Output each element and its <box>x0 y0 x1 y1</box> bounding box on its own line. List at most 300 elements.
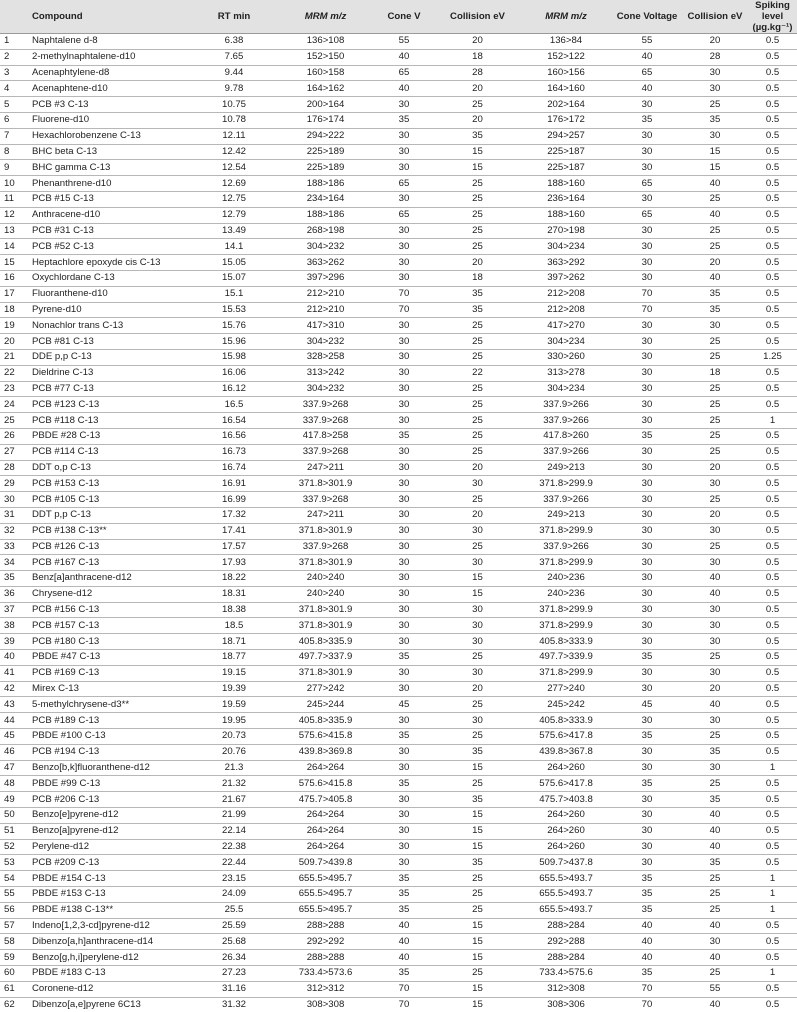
collision-2: 40 <box>682 918 748 934</box>
mrm-2: 655.5>493.7 <box>520 871 612 887</box>
rt-min: 15.53 <box>190 302 278 318</box>
spiking-level: 0.5 <box>748 492 797 508</box>
spiking-level: 0.5 <box>748 270 797 286</box>
mrm-1: 337.9>268 <box>278 413 373 429</box>
table-row <box>0 618 797 634</box>
rt-min: 31.16 <box>190 981 278 997</box>
row-number: 6 <box>0 112 30 128</box>
compound-name: PCB #153 C-13 <box>30 476 190 492</box>
row-number: 43 <box>0 697 30 713</box>
spiking-level: 0.5 <box>748 539 797 555</box>
cone-voltage: 35 <box>612 966 682 982</box>
row-number: 19 <box>0 318 30 334</box>
table-row <box>0 586 797 602</box>
cone-v: 30 <box>373 539 435 555</box>
cone-voltage: 30 <box>612 571 682 587</box>
collision-1: 15 <box>435 760 520 776</box>
table-row <box>0 918 797 934</box>
cone-v: 30 <box>373 713 435 729</box>
mrm-2: 313>278 <box>520 365 612 381</box>
mrm-1: 417.8>258 <box>278 428 373 444</box>
collision-1: 25 <box>435 191 520 207</box>
rt-min: 18.77 <box>190 650 278 666</box>
collision-1: 25 <box>435 492 520 508</box>
compound-name: DDT o,p C-13 <box>30 460 190 476</box>
compound-name: 5-methylchrysene-d3** <box>30 697 190 713</box>
table-row <box>0 81 797 97</box>
compound-name: PCB #206 C-13 <box>30 792 190 808</box>
collision-2: 35 <box>682 855 748 871</box>
mrm-2: 363>292 <box>520 255 612 271</box>
rt-min: 16.06 <box>190 365 278 381</box>
compound-name: Perylene-d12 <box>30 839 190 855</box>
mrm-1: 264>264 <box>278 823 373 839</box>
spiking-level: 0.5 <box>748 697 797 713</box>
row-number: 4 <box>0 81 30 97</box>
collision-2: 40 <box>682 586 748 602</box>
spiking-level: 1 <box>748 413 797 429</box>
compound-name: Benzo[a]pyrene-d12 <box>30 823 190 839</box>
collision-2: 25 <box>682 381 748 397</box>
collision-2: 30 <box>682 555 748 571</box>
collision-1: 25 <box>435 207 520 223</box>
mrm-2: 371.8>299.9 <box>520 618 612 634</box>
spiking-level: 0.5 <box>748 665 797 681</box>
row-number: 28 <box>0 460 30 476</box>
rt-min: 22.44 <box>190 855 278 871</box>
mrm-1: 294>222 <box>278 128 373 144</box>
mrm-2: 212>208 <box>520 286 612 302</box>
spiking-level: 0.5 <box>748 176 797 192</box>
mrm-2: 264>260 <box>520 823 612 839</box>
collision-2: 35 <box>682 112 748 128</box>
spiking-level: 0.5 <box>748 34 797 50</box>
cone-v: 30 <box>373 270 435 286</box>
cone-voltage: 30 <box>612 97 682 113</box>
rt-min: 12.42 <box>190 144 278 160</box>
table-row <box>0 207 797 223</box>
row-number: 47 <box>0 760 30 776</box>
mrm-2: 371.8>299.9 <box>520 523 612 539</box>
cone-voltage: 30 <box>612 476 682 492</box>
row-number: 21 <box>0 349 30 365</box>
collision-2: 25 <box>682 428 748 444</box>
mrm-1: 439.8>369.8 <box>278 744 373 760</box>
compound-name: Acenaphtene-d10 <box>30 81 190 97</box>
collision-1: 15 <box>435 160 520 176</box>
mrm-1: 405.8>335.9 <box>278 634 373 650</box>
table-row <box>0 381 797 397</box>
mrm-1: 212>210 <box>278 286 373 302</box>
mrm-1: 313>242 <box>278 365 373 381</box>
mrm-1: 371.8>301.9 <box>278 523 373 539</box>
mrm-2: 202>164 <box>520 97 612 113</box>
mrm-1: 655.5>495.7 <box>278 887 373 903</box>
collision-2: 40 <box>682 207 748 223</box>
collision-2: 25 <box>682 334 748 350</box>
rt-min: 16.73 <box>190 444 278 460</box>
collision-1: 20 <box>435 34 520 50</box>
table-row <box>0 239 797 255</box>
mrm-1: 288>288 <box>278 950 373 966</box>
row-number: 36 <box>0 586 30 602</box>
collision-2: 20 <box>682 34 748 50</box>
row-number: 54 <box>0 871 30 887</box>
cone-voltage: 70 <box>612 997 682 1012</box>
table-body <box>0 34 797 1012</box>
collision-2: 30 <box>682 760 748 776</box>
cone-voltage: 40 <box>612 950 682 966</box>
mrm-1: 264>264 <box>278 808 373 824</box>
mrm-1: 164>162 <box>278 81 373 97</box>
collision-1: 25 <box>435 97 520 113</box>
mrm-2: 188>160 <box>520 207 612 223</box>
row-number: 24 <box>0 397 30 413</box>
mrm-2: 249>213 <box>520 507 612 523</box>
cone-voltage: 30 <box>612 334 682 350</box>
collision-1: 25 <box>435 966 520 982</box>
rt-min: 22.14 <box>190 823 278 839</box>
spiking-level: 1 <box>748 871 797 887</box>
header-row <box>0 0 797 34</box>
rt-min: 17.41 <box>190 523 278 539</box>
spiking-level: 0.5 <box>748 49 797 65</box>
cone-voltage: 30 <box>612 792 682 808</box>
mrm-2: 292>288 <box>520 934 612 950</box>
header-mrm-1: MRM m/z <box>278 0 373 34</box>
rt-min: 6.38 <box>190 34 278 50</box>
row-number: 62 <box>0 997 30 1012</box>
cone-voltage: 30 <box>612 223 682 239</box>
row-number: 53 <box>0 855 30 871</box>
header-spiking-level: Spiking level (µg.kg⁻¹) <box>748 0 797 34</box>
mrm-1: 200>164 <box>278 97 373 113</box>
table-row <box>0 223 797 239</box>
table-row <box>0 823 797 839</box>
cone-v: 70 <box>373 997 435 1012</box>
row-number: 51 <box>0 823 30 839</box>
collision-2: 25 <box>682 413 748 429</box>
mrm-2: 308>306 <box>520 997 612 1012</box>
compound-name: Phenanthrene-d10 <box>30 176 190 192</box>
cone-voltage: 65 <box>612 65 682 81</box>
rt-min: 15.1 <box>190 286 278 302</box>
collision-2: 30 <box>682 934 748 950</box>
cone-voltage: 30 <box>612 823 682 839</box>
compound-name: PCB #167 C-13 <box>30 555 190 571</box>
cone-v: 35 <box>373 428 435 444</box>
collision-1: 25 <box>435 697 520 713</box>
collision-1: 28 <box>435 65 520 81</box>
collision-2: 35 <box>682 744 748 760</box>
mrm-1: 733.4>573.6 <box>278 966 373 982</box>
collision-1: 35 <box>435 286 520 302</box>
table-row <box>0 555 797 571</box>
mrm-1: 328>258 <box>278 349 373 365</box>
cone-voltage: 40 <box>612 49 682 65</box>
mrm-1: 292>292 <box>278 934 373 950</box>
rt-min: 18.71 <box>190 634 278 650</box>
compound-name: PCB #123 C-13 <box>30 397 190 413</box>
cone-voltage: 30 <box>612 634 682 650</box>
cone-voltage: 40 <box>612 918 682 934</box>
row-number: 42 <box>0 681 30 697</box>
collision-2: 25 <box>682 966 748 982</box>
collision-2: 40 <box>682 176 748 192</box>
table-row <box>0 349 797 365</box>
compound-name: PBDE #100 C-13 <box>30 729 190 745</box>
collision-1: 20 <box>435 255 520 271</box>
row-number: 23 <box>0 381 30 397</box>
table-row <box>0 650 797 666</box>
spiking-level: 0.5 <box>748 365 797 381</box>
mrm-2: 160>156 <box>520 65 612 81</box>
cone-voltage: 70 <box>612 981 682 997</box>
row-number: 35 <box>0 571 30 587</box>
collision-1: 18 <box>435 49 520 65</box>
rt-min: 24.09 <box>190 887 278 903</box>
collision-1: 15 <box>435 586 520 602</box>
cone-v: 30 <box>373 523 435 539</box>
row-number: 37 <box>0 602 30 618</box>
compound-name: Benzo[g,h,i]perylene-d12 <box>30 950 190 966</box>
spiking-level: 0.5 <box>748 507 797 523</box>
mrm-1: 417>310 <box>278 318 373 334</box>
mrm-2: 240>236 <box>520 571 612 587</box>
rt-min: 21.32 <box>190 776 278 792</box>
cone-voltage: 30 <box>612 413 682 429</box>
mrm-2: 405.8>333.9 <box>520 713 612 729</box>
mrm-2: 337.9>266 <box>520 444 612 460</box>
header-collision-1: Collision eV <box>435 0 520 34</box>
row-number: 39 <box>0 634 30 650</box>
rt-min: 31.32 <box>190 997 278 1012</box>
mrm-1: 288>288 <box>278 918 373 934</box>
cone-v: 30 <box>373 128 435 144</box>
collision-2: 40 <box>682 823 748 839</box>
cone-v: 30 <box>373 602 435 618</box>
collision-1: 25 <box>435 381 520 397</box>
rt-min: 19.59 <box>190 697 278 713</box>
cone-v: 30 <box>373 381 435 397</box>
collision-1: 25 <box>435 176 520 192</box>
rt-min: 7.65 <box>190 49 278 65</box>
row-number: 20 <box>0 334 30 350</box>
compound-name: PCB #114 C-13 <box>30 444 190 460</box>
collision-1: 25 <box>435 334 520 350</box>
table-row <box>0 34 797 50</box>
cone-v: 30 <box>373 334 435 350</box>
mrm-2: 439.8>367.8 <box>520 744 612 760</box>
rt-min: 16.91 <box>190 476 278 492</box>
collision-2: 20 <box>682 681 748 697</box>
rt-min: 17.57 <box>190 539 278 555</box>
mrm-1: 188>186 <box>278 207 373 223</box>
collision-2: 30 <box>682 634 748 650</box>
cone-v: 40 <box>373 918 435 934</box>
rt-min: 20.76 <box>190 744 278 760</box>
table-row <box>0 428 797 444</box>
collision-1: 25 <box>435 444 520 460</box>
spiking-level: 0.5 <box>748 381 797 397</box>
spiking-level: 0.5 <box>748 729 797 745</box>
compound-name: Mirex C-13 <box>30 681 190 697</box>
collision-1: 30 <box>435 618 520 634</box>
cone-voltage: 30 <box>612 586 682 602</box>
rt-min: 13.49 <box>190 223 278 239</box>
cone-v: 35 <box>373 871 435 887</box>
rt-min: 12.75 <box>190 191 278 207</box>
table-row <box>0 523 797 539</box>
mrm-2: 337.9>266 <box>520 397 612 413</box>
cone-voltage: 30 <box>612 255 682 271</box>
mrm-1: 363>262 <box>278 255 373 271</box>
collision-1: 25 <box>435 871 520 887</box>
mrm-1: 245>244 <box>278 697 373 713</box>
cone-v: 65 <box>373 207 435 223</box>
compound-name: PBDE #28 C-13 <box>30 428 190 444</box>
collision-1: 15 <box>435 144 520 160</box>
mrm-2: 312>308 <box>520 981 612 997</box>
compound-name: PCB #81 C-13 <box>30 334 190 350</box>
table-row <box>0 697 797 713</box>
row-number: 12 <box>0 207 30 223</box>
cone-voltage: 35 <box>612 902 682 918</box>
compound-name: BHC gamma C-13 <box>30 160 190 176</box>
table-row <box>0 887 797 903</box>
spiking-level: 0.5 <box>748 586 797 602</box>
compound-name: Anthracene-d10 <box>30 207 190 223</box>
spiking-level: 0.5 <box>748 191 797 207</box>
spiking-level: 0.5 <box>748 239 797 255</box>
collision-1: 30 <box>435 555 520 571</box>
cone-v: 30 <box>373 823 435 839</box>
compound-name: DDT p,p C-13 <box>30 507 190 523</box>
mrm-1: 312>312 <box>278 981 373 997</box>
compound-name: Naphtalene d-8 <box>30 34 190 50</box>
row-number: 17 <box>0 286 30 302</box>
collision-1: 25 <box>435 428 520 444</box>
spiking-level: 1 <box>748 966 797 982</box>
rt-min: 19.15 <box>190 665 278 681</box>
cone-v: 70 <box>373 302 435 318</box>
compound-name: PCB #180 C-13 <box>30 634 190 650</box>
collision-2: 25 <box>682 97 748 113</box>
cone-v: 30 <box>373 413 435 429</box>
cone-v: 30 <box>373 349 435 365</box>
mrm-2: 397>262 <box>520 270 612 286</box>
row-number: 25 <box>0 413 30 429</box>
collision-1: 30 <box>435 665 520 681</box>
collision-1: 30 <box>435 713 520 729</box>
spiking-level: 0.5 <box>748 950 797 966</box>
collision-1: 15 <box>435 918 520 934</box>
collision-1: 15 <box>435 981 520 997</box>
mrm-2: 337.9>266 <box>520 492 612 508</box>
rt-min: 10.78 <box>190 112 278 128</box>
mrm-2: 212>208 <box>520 302 612 318</box>
collision-1: 25 <box>435 887 520 903</box>
mrm-1: 240>240 <box>278 571 373 587</box>
table-row <box>0 413 797 429</box>
row-number: 5 <box>0 97 30 113</box>
row-number: 44 <box>0 713 30 729</box>
collision-1: 25 <box>435 539 520 555</box>
table-row <box>0 902 797 918</box>
rt-min: 18.22 <box>190 571 278 587</box>
mrm-2: 288>284 <box>520 950 612 966</box>
row-number: 50 <box>0 808 30 824</box>
mrm-1: 337.9>268 <box>278 492 373 508</box>
mrm-2: 371.8>299.9 <box>520 665 612 681</box>
cone-v: 30 <box>373 239 435 255</box>
cone-v: 30 <box>373 223 435 239</box>
compound-name: PCB #31 C-13 <box>30 223 190 239</box>
rt-min: 16.5 <box>190 397 278 413</box>
mrm-2: 509.7>437.8 <box>520 855 612 871</box>
compound-name: PCB #209 C-13 <box>30 855 190 871</box>
mrm-1: 160>158 <box>278 65 373 81</box>
header-mrm-2: MRM m/z <box>520 0 612 34</box>
table-row <box>0 871 797 887</box>
rt-min: 16.74 <box>190 460 278 476</box>
compound-name: PBDE #153 C-13 <box>30 887 190 903</box>
collision-1: 20 <box>435 507 520 523</box>
row-number: 31 <box>0 507 30 523</box>
rt-min: 15.76 <box>190 318 278 334</box>
mrm-1: 212>210 <box>278 302 373 318</box>
header-cone-v: Cone V <box>373 0 435 34</box>
collision-2: 20 <box>682 507 748 523</box>
row-number: 32 <box>0 523 30 539</box>
mrm-1: 188>186 <box>278 176 373 192</box>
mrm-2: 337.9>266 <box>520 413 612 429</box>
compound-name: PCB #169 C-13 <box>30 665 190 681</box>
rt-min: 16.54 <box>190 413 278 429</box>
collision-1: 25 <box>435 776 520 792</box>
mrm-2: 240>236 <box>520 586 612 602</box>
mrm-2: 497.7>339.9 <box>520 650 612 666</box>
rt-min: 16.99 <box>190 492 278 508</box>
mrm-1: 304>232 <box>278 381 373 397</box>
compound-name: Fluoranthene-d10 <box>30 286 190 302</box>
mrm-1: 304>232 <box>278 239 373 255</box>
collision-2: 30 <box>682 128 748 144</box>
table-row <box>0 176 797 192</box>
mrm-1: 337.9>268 <box>278 444 373 460</box>
mrm-2: 176>172 <box>520 112 612 128</box>
rt-min: 15.98 <box>190 349 278 365</box>
table-row <box>0 744 797 760</box>
spiking-level: 1.25 <box>748 349 797 365</box>
mrm-1: 575.6>415.8 <box>278 729 373 745</box>
header-num <box>0 0 30 34</box>
spiking-level: 0.5 <box>748 223 797 239</box>
mrm-1: 225>189 <box>278 144 373 160</box>
spiking-level: 0.5 <box>748 128 797 144</box>
compound-name: Dieldrine C-13 <box>30 365 190 381</box>
spiking-level: 1 <box>748 902 797 918</box>
collision-1: 25 <box>435 239 520 255</box>
mrm-1: 247>211 <box>278 460 373 476</box>
cone-voltage: 30 <box>612 381 682 397</box>
compound-name: PBDE #47 C-13 <box>30 650 190 666</box>
cone-v: 30 <box>373 97 435 113</box>
collision-2: 30 <box>682 523 748 539</box>
collision-2: 25 <box>682 902 748 918</box>
mrm-2: 164>160 <box>520 81 612 97</box>
row-number: 1 <box>0 34 30 50</box>
